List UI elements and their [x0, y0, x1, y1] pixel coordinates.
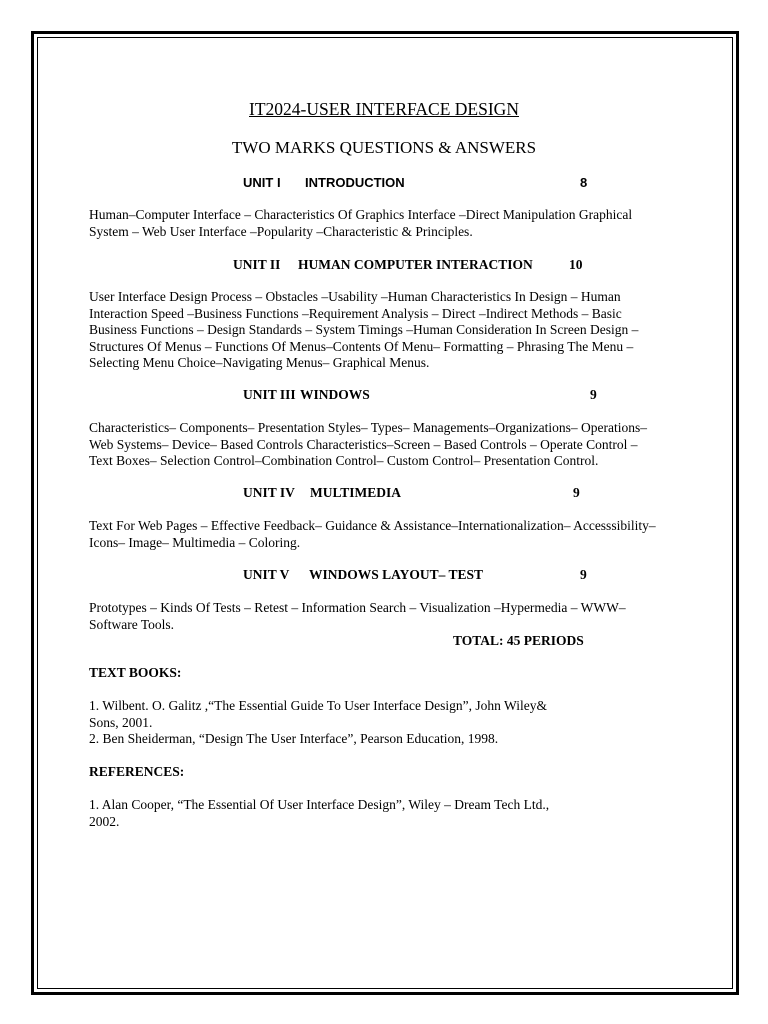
unit-2-topics-line: Business Functions – Design Standards – System Timings –Human Consideration In Screen Design –: [89, 322, 639, 337]
text-book-line: Sons, 2001.: [89, 714, 153, 730]
total-periods: TOTAL: 45 PERIODS: [453, 633, 584, 648]
text-book-line: 2. Ben Sheiderman, “Design The User Interface”, Pearson Education, 1998.: [89, 731, 499, 746]
unit-1-name: INTRODUCTION: [305, 175, 405, 190]
unit-2-label: UNIT II: [233, 257, 281, 272]
unit-2-topics-line: Structures Of Menus – Functions Of Menus–Contents Of Menu– Formatting – Phrasing The Menu –: [89, 338, 634, 354]
reference-item: [89, 797, 549, 830]
unit-5-name: WINDOWS LAYOUT– TEST: [309, 567, 484, 582]
unit-1-label: UNIT I: [243, 175, 281, 190]
references-heading: REFERENCES:: [89, 764, 185, 779]
reference-line: 1. Alan Cooper, “The Essential Of User Interface Design”, Wiley – Dream Tech Ltd.,: [89, 797, 550, 812]
unit-3-topics: [89, 420, 678, 470]
unit-1-topics-line: System – Web User Interface –Popularity –Characteristic & Principles.: [89, 223, 473, 239]
unit-4-name: MULTIMEDIA: [310, 485, 402, 500]
document-title: IT2024-USER INTERFACE DESIGN: [249, 99, 519, 119]
unit-4-label: UNIT IV: [243, 485, 295, 500]
unit-2-hours: 10: [569, 257, 583, 272]
unit-5-topics: [89, 600, 678, 633]
document-subtitle: TWO MARKS QUESTIONS & ANSWERS: [231, 138, 537, 157]
text-books-heading: TEXT BOOKS:: [89, 665, 182, 680]
unit-5-topics-line: Software Tools.: [89, 616, 175, 632]
unit-5-topics-line: Prototypes – Kinds Of Tests – Retest – Information Search – Visualization –Hypermedia – WWW–: [89, 600, 626, 615]
unit-4-topics-line: Text For Web Pages – Effective Feedback– Guidance & Assistance–Internationalization– Accesssibility–: [89, 518, 656, 533]
unit-1-topics: [89, 207, 678, 240]
unit-2-topics-line: Interaction Speed –Business Functions –Requirement Analysis – Direct –Indirect Methods – Basic: [89, 305, 622, 321]
unit-2-topics-line: Selecting Menu Choice–Navigating Menus– Graphical Menus.: [89, 355, 430, 370]
unit-3-topics-line: Text Boxes– Selection Control–Combination Control– Custom Control– Presentation Control.: [89, 453, 599, 468]
text-book-line: 1. Wilbent. O. Galitz ,“The Essential Guide To User Interface Design”, John Wiley&: [89, 698, 547, 713]
unit-3-label: UNIT III: [243, 387, 296, 402]
reference-line: 2002.: [89, 813, 120, 829]
unit-3-topics-line: Characteristics– Components– Presentation Styles– Types– Managements–Organizations– Operations–: [89, 420, 647, 435]
unit-2-topics-line: User Interface Design Process – Obstacles –Usability –Human Characteristics In Design – Human: [89, 289, 621, 304]
unit-4-topics: [89, 518, 678, 551]
unit-1-topics-line: Human–Computer Interface – Characteristics Of Graphics Interface –Direct Manipulation Graphical: [89, 207, 633, 222]
unit-5-label: UNIT V: [243, 567, 290, 582]
unit-5-hours: 9: [580, 567, 587, 582]
unit-3-hours: 9: [590, 387, 597, 402]
unit-4-topics-line: Icons– Image– Multimedia – Coloring.: [89, 534, 301, 550]
text-book-item: [89, 698, 547, 748]
unit-1-hours: 8: [580, 175, 588, 190]
unit-4-hours: 9: [573, 485, 580, 500]
unit-2-name: HUMAN COMPUTER INTERACTION: [298, 257, 533, 272]
unit-2-topics: [89, 289, 678, 372]
unit-3-name: WINDOWS: [300, 387, 370, 402]
unit-3-topics-line: Web Systems– Device– Based Controls Characteristics–Screen – Based Controls – Operate Control –: [89, 436, 638, 452]
